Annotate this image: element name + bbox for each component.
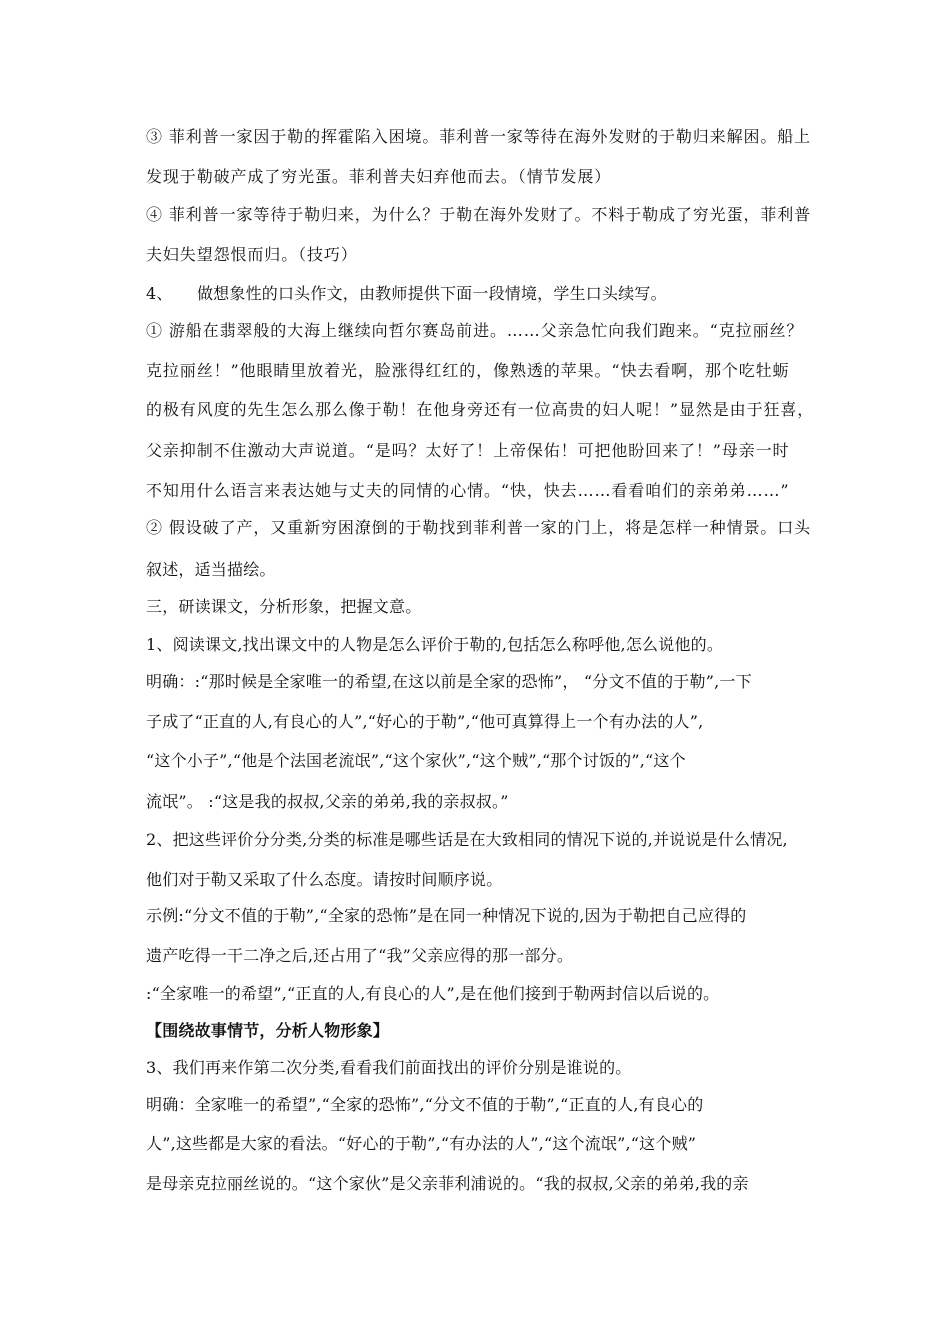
section-heading: 三，研读课文，分析形象，把握文意。	[146, 597, 422, 616]
paragraph-line: 父亲抑制不住激动大声说道。“是吗？太好了！上帝保佑！可把他盼回来了！”母亲一时	[146, 441, 790, 460]
paragraph-line: ③ 菲利普一家因于勒的挥霍陷入困境。菲利普一家等待在海外发财的于勒归来解困。船上	[146, 127, 812, 146]
paragraph-line: “这个小子”,“他是个法国老流氓”,“这个家伙”,“这个贼”,“那个讨饭的”,“这个	[146, 751, 686, 770]
paragraph-line: 的极有风度的先生怎么那么像于勒！在他身旁还有一位高贵的妇人呢！”显然是由于狂喜，	[146, 400, 815, 419]
paragraph-line: :“全家唯一的希望”,“正直的人,有良心的人”,是在他们接到于勒两封信以后说的。	[146, 984, 720, 1003]
paragraph-line: 克拉丽丝！”他眼睛里放着光，脸涨得红红的，像熟透的苹果。“快去看啊，那个吃牡蛎	[146, 361, 790, 380]
paragraph-line: 1、阅读课文,找出课文中的人物是怎么评价于勒的,包括怎么称呼他,怎么说他的。	[146, 635, 724, 654]
paragraph-line: 子成了“正直的人,有良心的人”,“好心的于勒”,“他可真算得上一个有办法的人”,	[146, 712, 704, 731]
paragraph-line: 流氓”。 :“这是我的叔叔,父亲的弟弟,我的亲叔叔。”	[146, 792, 509, 811]
paragraph-line: 人”,这些都是大家的看法。“好心的于勒”,“有办法的人”,“这个流氓”,“这个贼”	[146, 1134, 697, 1153]
paragraph-line: 明确：全家唯一的希望”,“全家的恐怖”,“分文不值的于勒”,“正直的人,有良心的	[146, 1095, 704, 1114]
paragraph-line: 4、 做想象性的口头作文，由教师提供下面一段情境，学生口头续写。	[146, 284, 667, 303]
paragraph-line: 夫妇失望怨恨而归。（技巧）	[146, 245, 358, 264]
paragraph-line: 示例:“分文不值的于勒”,“全家的恐怖”是在同一种情况下说的,因为于勒把自己应得的	[146, 906, 747, 925]
paragraph-line: ① 游船在翡翠般的大海上继续向哲尔赛岛前进。……父亲急忙向我们跑来。“克拉丽丝？	[146, 321, 804, 340]
paragraph-line: 叙述，适当描绘。	[146, 560, 276, 579]
paragraph-line: 明确：:“那时候是全家唯一的希望,在这以前是全家的恐怖”， “分文不值的于勒”,一下	[146, 672, 752, 691]
paragraph-line: 他们对于勒又采取了什么态度。请按时间顺序说。	[146, 870, 503, 889]
paragraph-line: ④ 菲利普一家等待于勒归来，为什么？于勒在海外发财了。不料于勒成了穷光蛋，菲利普	[146, 205, 812, 224]
section-heading: 【围绕故事情节，分析人物形象】	[146, 1021, 390, 1040]
paragraph-line: 是母亲克拉丽丝说的。“这个家伙”是父亲菲利浦说的。“我的叔叔,父亲的弟弟,我的亲	[146, 1174, 749, 1193]
paragraph-line: 3、我们再来作第二次分类,看看我们前面找出的评价分别是谁说的。	[146, 1058, 632, 1077]
paragraph-line: 遗产吃得一干二净之后,还占用了“我”父亲应得的那一部分。	[146, 946, 574, 965]
paragraph-line: 2、把这些评价分分类,分类的标准是哪些话是在大致相同的情况下说的,并说说是什么情况,	[146, 830, 788, 849]
paragraph-line: 不知用什么语言来表达她与丈夫的同情的心情。“快，快去……看看咱们的亲弟弟……”	[146, 481, 790, 500]
paragraph-line: ② 假设破了产，又重新穷困潦倒的于勒找到菲利普一家的门上，将是怎样一种情景。口头	[146, 518, 812, 537]
paragraph-line: 发现于勒破产成了穷光蛋。菲利普夫妇弃他而去。（情节发展）	[146, 167, 612, 186]
